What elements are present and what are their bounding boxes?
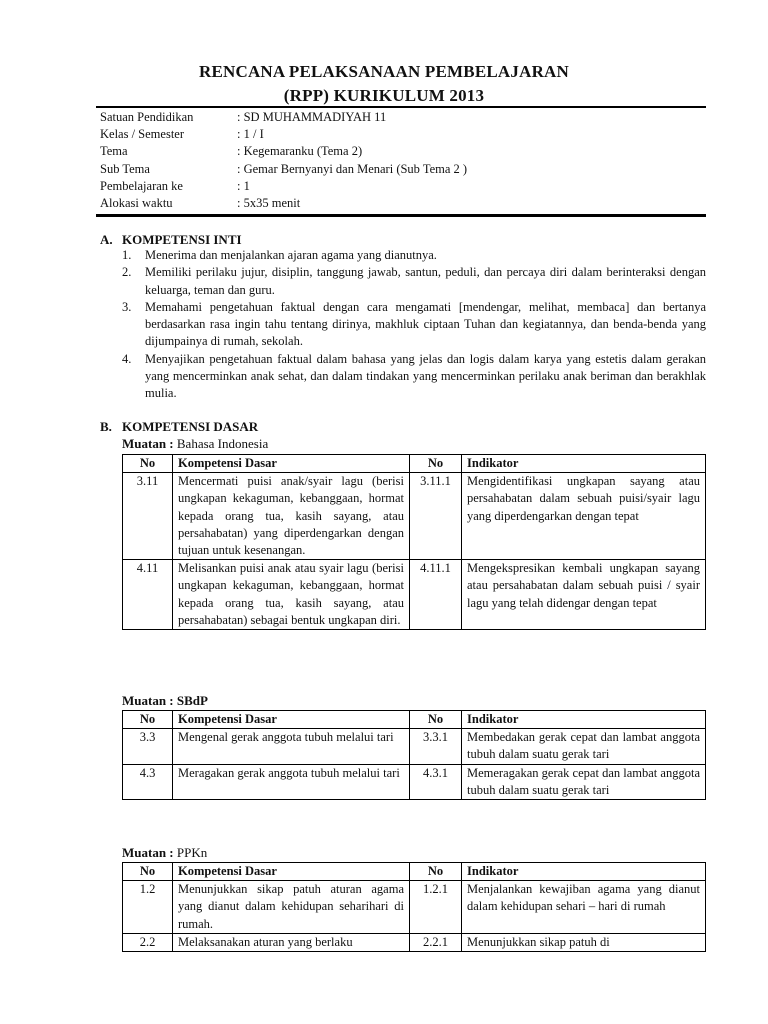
- cell-kd: Menunjukkan sikap patuh aturan agama yang dianut dalam kehidupan seharihari di rumah.: [173, 881, 410, 934]
- list-text: Memahami pengetahuan faktual dengan cara mengamati [mendengar, melihat, membaca] dan bertanya berdasarkan rasa ingin tahu tentang dirinya, makhluk ciptaan Tuhan dan kegiatannya, dan benda-benda yang dijumpainya di rumah, sekolah.: [145, 299, 706, 349]
- document-title-line1: RENCANA PELAKSANAAN PEMBELAJARAN: [198, 62, 570, 81]
- identity-value: : 1 / I: [237, 127, 264, 142]
- identity-row-subtema: [100, 161, 700, 178]
- cell-no: 3.11: [123, 473, 173, 560]
- list-item: [100, 299, 706, 351]
- document-title-line2: (RPP) KURIKULUM 2013: [283, 86, 485, 105]
- section-letter: B.: [100, 419, 112, 434]
- list-item: [100, 351, 706, 403]
- list-number: 3.: [122, 299, 132, 314]
- list-text: Menyajikan pengetahuan faktual dalam bahasa yang jelas dan logis dalam karya yang estetis dalam gerakan yang mencerminkan anak sehat, dan dalam tindakan yang mencerminkan perilaku anak beriman dan berakhlak mulia.: [145, 351, 706, 401]
- column-header-kd: Kompetensi Dasar: [173, 455, 410, 473]
- column-header-no: No: [123, 455, 173, 473]
- identity-label: Tema: [100, 144, 128, 159]
- section-title: KOMPETENSI DASAR: [122, 419, 259, 434]
- column-header-no: No: [123, 711, 173, 729]
- cell-no2: 3.11.1: [410, 473, 462, 560]
- cell-no: 2.2: [123, 933, 173, 951]
- table-header-row: [123, 455, 706, 473]
- column-header-no2: No: [410, 455, 462, 473]
- identity-label: Kelas / Semester: [100, 127, 185, 142]
- identity-block: [100, 109, 700, 212]
- table-row: [123, 729, 706, 764]
- muatan-prefix: Muatan :: [122, 845, 174, 860]
- identity-row-kelas: [100, 126, 700, 143]
- table-header-row: [123, 711, 706, 729]
- muatan-prefix: Muatan : SBdP: [122, 693, 208, 708]
- cell-no2: 4.3.1: [410, 764, 462, 799]
- list-item: [100, 264, 706, 299]
- cell-no: 4.3: [123, 764, 173, 799]
- list-number: 1.: [122, 248, 132, 262]
- table-header-row: [123, 863, 706, 881]
- muatan-label-sbdp: [122, 693, 208, 709]
- muatan-label-bahasa-indonesia: [122, 436, 268, 452]
- cell-indikator: Menjalankan kewajiban agama yang dianut dalam kehidupan sehari – hari di rumah: [462, 881, 706, 934]
- cell-indikator: Menunjukkan sikap patuh di: [462, 933, 706, 951]
- cell-indikator: Mengidentifikasi ungkapan sayang atau persahabatan dalam sebuah puisi/syair lagu yang diperdengarkan dengan tepat: [462, 473, 706, 560]
- cell-indikator: Mengekspresikan kembali ungkapan sayang atau persahabatan dalam sebuah puisi / syair lagu yang telah didengar dengan tepat: [462, 560, 706, 630]
- column-header-kd: Kompetensi Dasar: [173, 711, 410, 729]
- table-row: [123, 933, 706, 951]
- identity-divider: [96, 214, 706, 217]
- column-header-kd: Kompetensi Dasar: [173, 863, 410, 881]
- cell-kd: Mengenal gerak anggota tubuh melalui tari: [173, 729, 410, 764]
- list-number: 2.: [122, 265, 132, 280]
- table-row: [123, 764, 706, 799]
- identity-value: : Kegemaranku (Tema 2): [237, 144, 363, 159]
- table-row: [123, 560, 706, 630]
- section-letter: A.: [100, 232, 113, 247]
- list-text: Menerima dan menjalankan ajaran agama yang dianutnya.: [145, 248, 437, 262]
- kd-table-ppkn: [122, 862, 706, 952]
- column-header-no: No: [123, 863, 173, 881]
- section-a-heading: [100, 232, 242, 248]
- identity-label: Pembelajaran ke: [100, 178, 183, 193]
- cell-no: 3.3: [123, 729, 173, 764]
- cell-no2: 2.2.1: [410, 933, 462, 951]
- identity-row-alokasi: [100, 195, 700, 212]
- title-divider: [96, 106, 706, 108]
- cell-no: 4.11: [123, 560, 173, 630]
- column-header-indikator: Indikator: [462, 455, 706, 473]
- cell-kd: Melaksanakan aturan yang berlaku: [173, 933, 410, 951]
- column-header-indikator: Indikator: [462, 711, 706, 729]
- identity-label: Alokasi waktu: [100, 195, 173, 210]
- cell-no2: 3.3.1: [410, 729, 462, 764]
- cell-kd: Melisankan puisi anak atau syair lagu (berisi ungkapan kekaguman, kebanggaan, hormat kepada orang tua, kasih sayang, atau persahabatan) sebagai bentuk ungkapan diri.: [173, 560, 410, 630]
- identity-value: : SD MUHAMMADIYAH 11: [237, 110, 387, 124]
- cell-no2: 4.11.1: [410, 560, 462, 630]
- identity-row-tema: [100, 143, 700, 160]
- identity-row-pembelajaran: [100, 178, 700, 195]
- cell-indikator: Membedakan gerak cepat dan lambat anggota tubuh dalam suatu gerak tari: [462, 729, 706, 764]
- list-text: Memiliki perilaku jujur, disiplin, tanggung jawab, santun, peduli, dan percaya diri dalam berinteraksi dengan keluarga, teman dan guru.: [145, 265, 706, 297]
- kd-table-bahasa-indonesia: [122, 454, 706, 630]
- muatan-prefix: Muatan :: [122, 436, 174, 451]
- table-row: [123, 473, 706, 560]
- identity-value: : 5x35 menit: [237, 195, 301, 210]
- muatan-subject: PPKn: [176, 845, 208, 860]
- column-header-no2: No: [410, 863, 462, 881]
- list-number: 4.: [122, 351, 132, 366]
- column-header-indikator: Indikator: [462, 863, 706, 881]
- section-b-heading: [100, 419, 258, 435]
- identity-row-satuan: [100, 109, 700, 126]
- identity-value: : Gemar Bernyanyi dan Menari (Sub Tema 2 ): [237, 161, 468, 176]
- cell-indikator: Memeragakan gerak cepat dan lambat anggota tubuh dalam suatu gerak tari: [462, 764, 706, 799]
- cell-no2: 1.2.1: [410, 881, 462, 934]
- cell-kd: Meragakan gerak anggota tubuh melalui tari: [173, 764, 410, 799]
- identity-value: : 1: [237, 178, 250, 193]
- section-title: KOMPETENSI INTI: [122, 232, 242, 247]
- identity-label: Sub Tema: [100, 161, 150, 176]
- muatan-subject: Bahasa Indonesia: [176, 436, 269, 451]
- cell-no: 1.2: [123, 881, 173, 934]
- table-row: [123, 881, 706, 934]
- column-header-no2: No: [410, 711, 462, 729]
- muatan-label-ppkn: [122, 845, 207, 861]
- list-item: [100, 247, 706, 264]
- kompetensi-inti-list: [100, 247, 706, 403]
- cell-kd: Mencermati puisi anak/syair lagu (berisi ungkapan kekaguman, kebanggaan, hormat kepada orang tua, kasih sayang, atau persahabatan) yang diperdengarkan dengan tujuan untuk kesenangan.: [173, 473, 410, 560]
- kd-table-sbdp: [122, 710, 706, 800]
- identity-label: Satuan Pendidikan: [100, 110, 194, 124]
